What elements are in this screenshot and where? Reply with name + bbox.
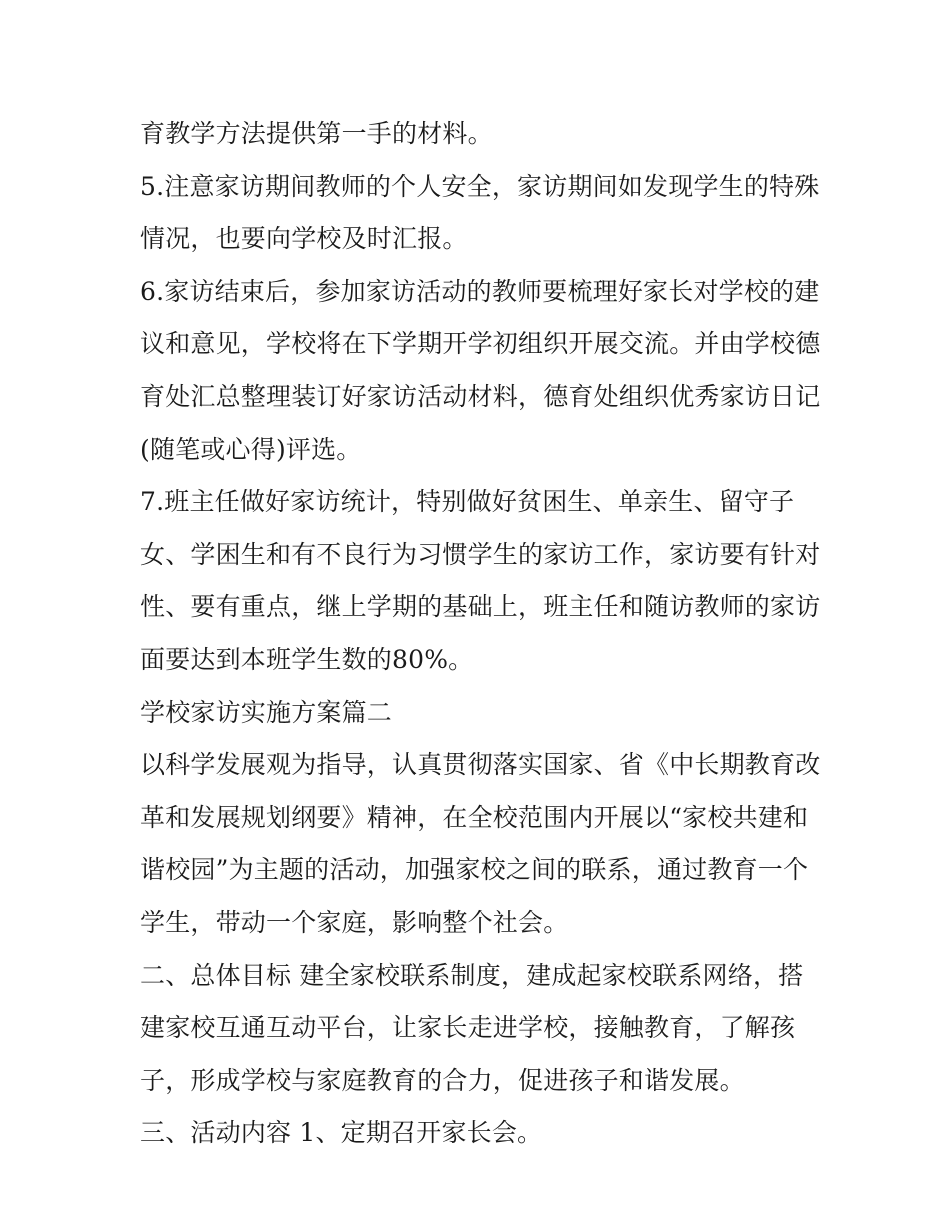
text-line: 子，形成学校与家庭教育的合力，促进孩子和谐发展。 [140,1065,745,1095]
text-line: 议和意见，学校将在下学期开学初组织开展交流。并由学校德 [140,329,821,359]
text-line: 学生，带动一个家庭，影响整个社会。 [140,907,569,937]
text-line: 6.家访结束后，参加家访活动的教师要梳理好家长对学校的建 [140,276,820,306]
text-line: 革和发展规划纲要》精神，在全校范围内开展以“家校共建和 [140,802,809,832]
text-line: 育教学方法提供第一手的材料。 [140,119,493,148]
text-line: 育处汇总整理装订好家访活动材料，德育处组织优秀家访日记 [140,381,821,411]
text-line: 二、总体目标 建全家校联系制度，建成起家校联系网络，搭 [140,960,804,990]
text-line: 性、要有重点，继上学期的基础上，班主任和随访教师的家访 [140,592,821,622]
text-line: 以科学发展观为指导，认真贯彻落实国家、省《中长期教育改 [140,750,821,780]
text-line: 5.注意家访期间教师的个人安全，家访期间如发现学生的特殊 [140,171,820,201]
text-line: (随笔或心得)评选。 [140,434,362,464]
section-heading: 学校家访实施方案篇二 [140,697,393,727]
text-line: 面要达到本班学生数的80%。 [140,644,474,674]
text-line: 女、学困生和有不良行为习惯学生的家访工作，家访要有针对 [140,539,821,569]
text-line: 建家校互通互动平台，让家长走进学校，接触教育，了解孩 [140,1013,796,1043]
text-line: 情况，也要向学校及时汇报。 [140,224,468,254]
text-line: 谐校园”为主题的活动，加强家校之间的联系，通过教育一个 [140,855,809,885]
text-line: 7.班主任做好家访统计，特别做好贫困生、单亲生、留守子 [140,487,795,517]
document-body [140,108,820,1160]
text-line: 三、活动内容 1、定期召开家长会。 [140,1118,543,1148]
